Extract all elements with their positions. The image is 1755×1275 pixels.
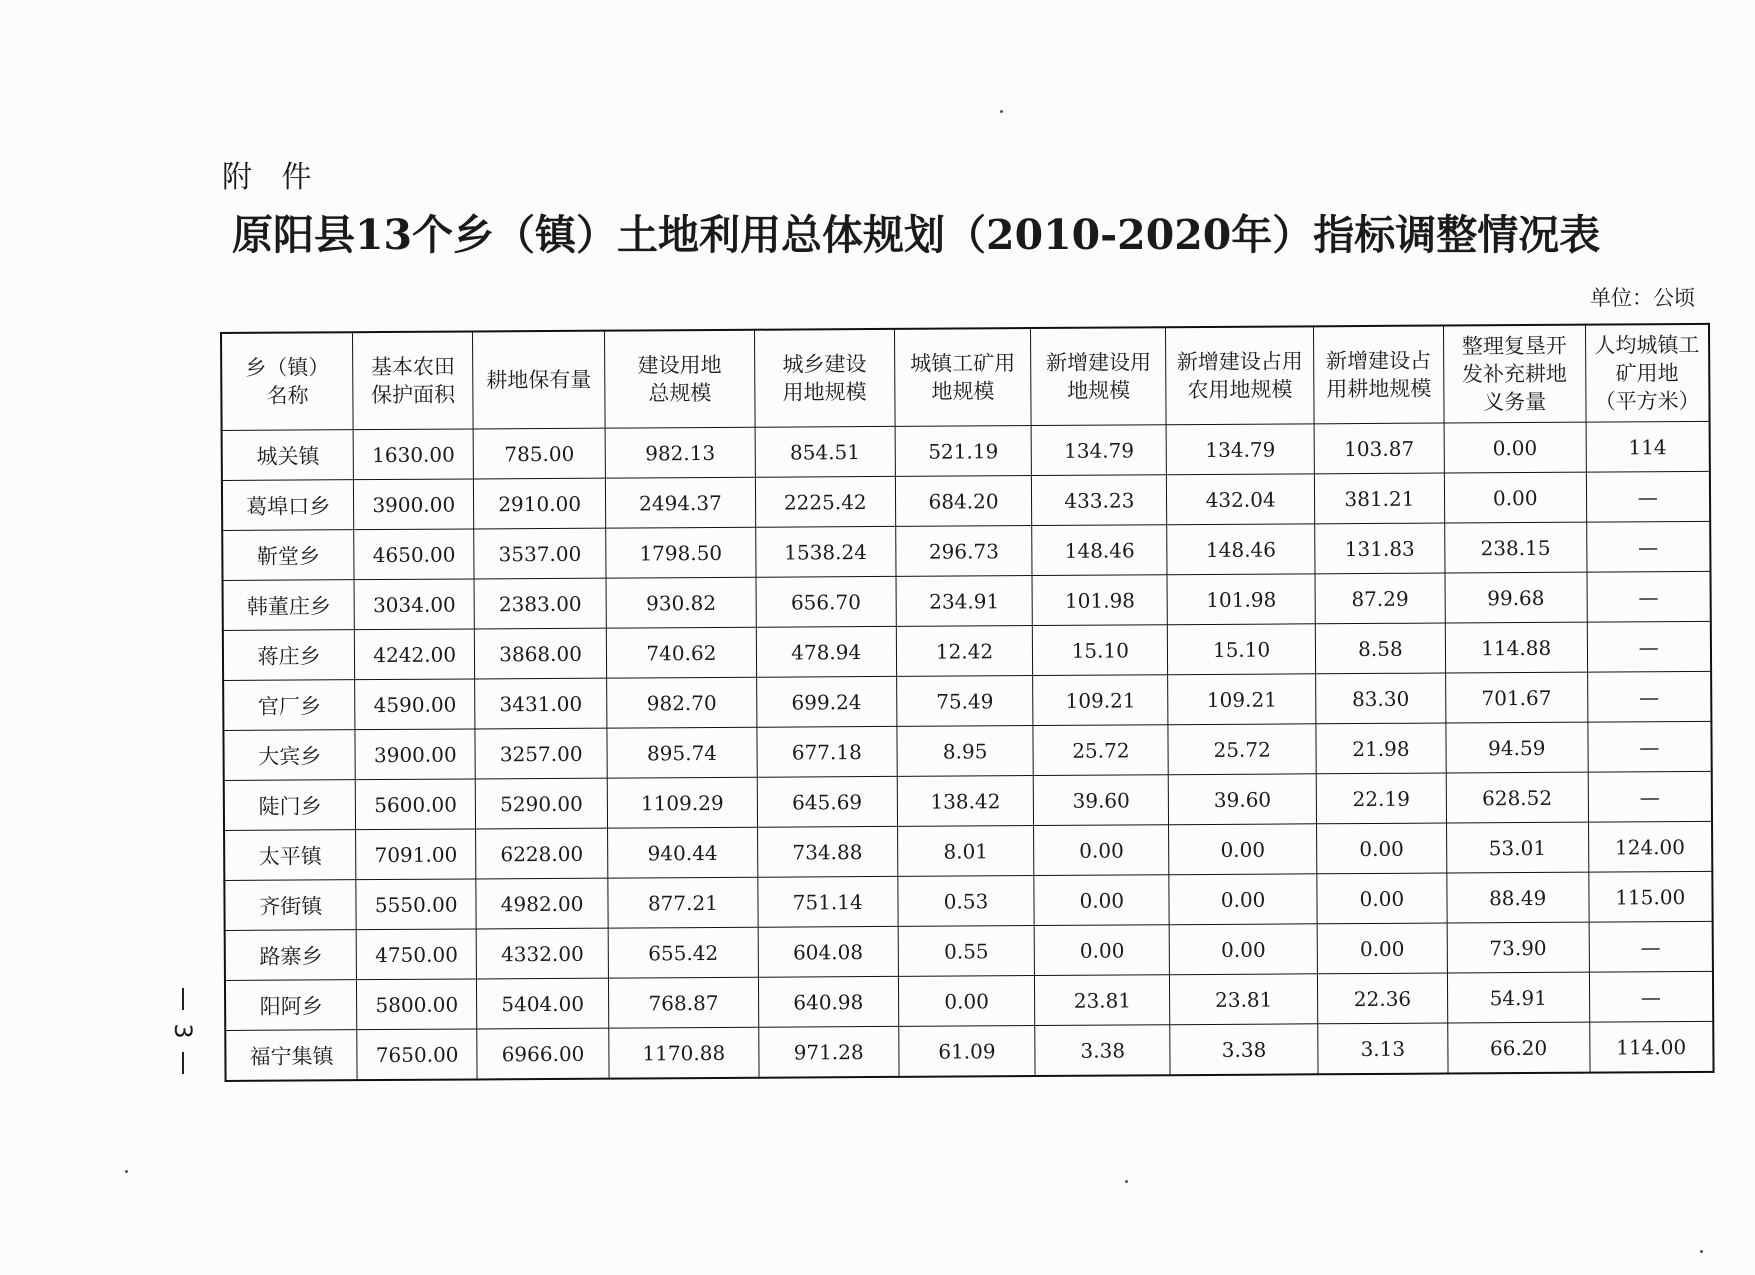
value-cell: 114.88: [1445, 622, 1587, 673]
value-cell: 87.29: [1315, 573, 1445, 624]
column-header-line: 耕地保有量: [486, 367, 592, 393]
value-cell: 0.00: [1317, 873, 1447, 924]
value-cell: 4332.00: [476, 928, 608, 979]
value-cell: 39.60: [1168, 774, 1316, 825]
value-cell: 296.73: [895, 526, 1032, 577]
value-cell: 3.38: [1035, 1025, 1170, 1076]
value-cell: 8.01: [897, 826, 1034, 877]
value-cell: 1109.29: [607, 777, 757, 828]
table-row: [223, 621, 1711, 680]
town-name-cell: 城关镇: [222, 430, 354, 481]
value-cell: 677.18: [757, 726, 897, 777]
value-cell: 3.38: [1170, 1024, 1318, 1075]
value-cell: 134.79: [1032, 425, 1167, 476]
table-row: [222, 471, 1710, 530]
value-cell: 6966.00: [477, 1028, 609, 1079]
document-title: 原阳县13个乡（镇）土地利用总体规划（2010-2020年）指标调整情况表: [232, 211, 1601, 259]
value-cell: 1630.00: [353, 429, 473, 480]
unit-label: 单位：公顷: [1590, 286, 1695, 310]
value-cell: 785.00: [473, 428, 605, 479]
value-cell: 3034.00: [354, 579, 474, 630]
value-cell: 4982.00: [476, 878, 608, 929]
value-cell: 656.70: [756, 576, 896, 627]
value-cell: 7650.00: [357, 1029, 477, 1080]
scan-speck: [1125, 1180, 1128, 1183]
value-cell: 83.30: [1316, 673, 1446, 724]
value-cell: 0.00: [1169, 874, 1317, 925]
value-cell: 148.46: [1167, 524, 1315, 575]
value-cell: 684.20: [895, 476, 1032, 527]
value-cell: 22.19: [1316, 773, 1446, 824]
value-cell: 94.59: [1446, 722, 1588, 773]
value-cell: 7091.00: [356, 829, 476, 880]
value-cell: 103.87: [1314, 423, 1444, 474]
column-header-line: 义务量: [1483, 389, 1547, 415]
value-cell: 124.00: [1588, 821, 1712, 872]
column-header-line: 总规模: [648, 381, 712, 406]
column-header: [353, 331, 473, 429]
value-cell: 138.42: [897, 776, 1034, 827]
value-cell: 0.00: [1444, 422, 1586, 473]
column-header-line: 地规模: [1067, 378, 1131, 403]
town-name-cell: 阳阿乡: [225, 980, 357, 1031]
column-header-line: 新增建设占: [1326, 348, 1432, 374]
value-cell: 23.81: [1035, 975, 1170, 1026]
value-cell: 2494.37: [605, 477, 755, 528]
page-number: [168, 988, 198, 1074]
value-cell: 23.81: [1170, 974, 1318, 1025]
value-cell: 740.62: [606, 627, 756, 678]
value-cell: 3900.00: [355, 729, 475, 780]
value-cell: 134.79: [1166, 424, 1314, 475]
value-cell: 971.28: [759, 1026, 899, 1077]
value-cell: 5404.00: [477, 978, 609, 1029]
value-cell: 521.19: [895, 426, 1032, 477]
value-cell: 6228.00: [476, 828, 608, 879]
value-cell: 73.90: [1447, 922, 1589, 973]
value-cell: 895.74: [607, 727, 757, 778]
column-header-line: 用地规模: [782, 380, 867, 405]
value-cell: 628.52: [1446, 772, 1588, 823]
value-cell: 54.91: [1447, 972, 1589, 1023]
value-cell: 478.94: [756, 626, 896, 677]
value-cell: 39.60: [1034, 775, 1169, 826]
column-header-line: 乡（镇）: [245, 355, 330, 380]
value-cell: 234.91: [896, 576, 1033, 627]
column-header-line: 保护面积: [371, 382, 456, 408]
value-cell: 0.00: [898, 976, 1035, 1027]
value-cell: —: [1589, 921, 1713, 972]
value-cell: 0.00: [1169, 924, 1317, 975]
value-cell: —: [1586, 471, 1710, 522]
table-row: [223, 571, 1711, 630]
value-cell: —: [1588, 771, 1712, 822]
value-cell: 4750.00: [356, 929, 476, 980]
column-header-line: 矿用地: [1615, 361, 1679, 386]
page-number-dash: [182, 988, 184, 1010]
page-number-value: 3: [169, 1023, 197, 1039]
value-cell: 101.98: [1167, 574, 1315, 625]
value-cell: 238.15: [1445, 522, 1587, 573]
column-header: [1443, 325, 1585, 423]
value-cell: 877.21: [608, 877, 758, 928]
value-cell: 982.70: [607, 677, 757, 728]
value-cell: 88.49: [1447, 872, 1589, 923]
value-cell: 8.58: [1315, 623, 1445, 674]
value-cell: —: [1586, 521, 1710, 572]
value-cell: 25.72: [1168, 724, 1316, 775]
town-name-cell: 靳堂乡: [222, 530, 354, 581]
indicator-table: [220, 323, 1715, 1082]
value-cell: 3257.00: [475, 728, 607, 779]
value-cell: 4650.00: [354, 529, 474, 580]
value-cell: 4590.00: [355, 679, 475, 730]
value-cell: 0.00: [1317, 823, 1447, 874]
value-cell: 22.36: [1317, 973, 1447, 1024]
column-header-line: 名称: [266, 383, 309, 408]
value-cell: 12.42: [896, 626, 1033, 677]
value-cell: —: [1588, 721, 1712, 772]
value-cell: 645.69: [757, 776, 897, 827]
table-row: [223, 721, 1711, 780]
column-header-line: 城镇工矿用: [910, 351, 1016, 376]
column-header-line: 整理复垦开: [1461, 333, 1567, 359]
table-row: [224, 821, 1712, 880]
value-cell: 0.00: [1035, 925, 1170, 976]
value-cell: 1538.24: [756, 526, 896, 577]
town-name-cell: 福宁集镇: [225, 1030, 357, 1081]
value-cell: 61.09: [898, 1026, 1035, 1077]
value-cell: 381.21: [1314, 473, 1444, 524]
column-header: [1166, 326, 1314, 424]
value-cell: 109.21: [1033, 675, 1168, 726]
town-name-cell: 陡门乡: [224, 780, 356, 831]
value-cell: 5800.00: [357, 979, 477, 1030]
value-cell: 114: [1586, 421, 1710, 472]
value-cell: 2225.42: [755, 476, 895, 527]
table-row: [224, 871, 1712, 930]
value-cell: 433.23: [1032, 475, 1167, 526]
column-header-line: 新增建设用: [1045, 350, 1152, 375]
value-cell: 5550.00: [356, 879, 476, 930]
value-cell: 8.95: [897, 726, 1034, 777]
value-cell: 115.00: [1588, 871, 1712, 922]
value-cell: 131.83: [1315, 523, 1445, 574]
table-row: [225, 971, 1713, 1030]
column-header: [1031, 327, 1166, 425]
table-body: [222, 421, 1714, 1081]
value-cell: 751.14: [758, 876, 898, 927]
value-cell: 0.00: [1169, 824, 1317, 875]
value-cell: 99.68: [1445, 572, 1587, 623]
value-cell: 21.98: [1316, 723, 1446, 774]
page-number-dash: [182, 1052, 184, 1074]
table-row: [223, 671, 1711, 730]
value-cell: 15.10: [1168, 624, 1316, 675]
value-cell: 114.00: [1589, 1021, 1713, 1072]
table-row: [224, 771, 1712, 830]
value-cell: 699.24: [756, 676, 896, 727]
column-header: [754, 329, 894, 427]
value-cell: —: [1589, 971, 1713, 1022]
value-cell: —: [1587, 671, 1711, 722]
value-cell: 109.21: [1168, 674, 1316, 725]
town-name-cell: 葛埠口乡: [222, 480, 354, 531]
value-cell: 0.00: [1444, 472, 1586, 523]
value-cell: —: [1587, 621, 1711, 672]
value-cell: 3431.00: [475, 678, 607, 729]
attachment-label: 附 件: [222, 160, 322, 195]
column-header: [1585, 324, 1709, 422]
column-header: [605, 330, 755, 428]
scan-speck: [1000, 110, 1003, 113]
value-cell: 15.10: [1033, 625, 1168, 676]
table-row: [225, 1021, 1713, 1081]
value-cell: 0.55: [898, 926, 1035, 977]
value-cell: 701.67: [1445, 672, 1587, 723]
column-header-line: 用耕地规模: [1326, 376, 1432, 402]
scan-speck: [1700, 1250, 1703, 1253]
value-cell: 768.87: [608, 977, 758, 1028]
value-cell: 5290.00: [475, 778, 607, 829]
column-header-line: 农用地规模: [1187, 377, 1293, 403]
town-name-cell: 路寨乡: [225, 930, 357, 981]
town-name-cell: 太平镇: [224, 830, 356, 881]
table-row: [225, 921, 1713, 980]
column-header-line: 建设用地: [637, 352, 722, 378]
column-header-line: （平方米）: [1594, 388, 1700, 414]
value-cell: 0.00: [1317, 923, 1447, 974]
scan-speck: [125, 1170, 128, 1173]
value-cell: 982.13: [605, 427, 755, 478]
value-cell: 2383.00: [474, 578, 606, 629]
value-cell: 940.44: [608, 827, 758, 878]
value-cell: 4242.00: [355, 629, 475, 680]
value-cell: 1798.50: [606, 527, 756, 578]
value-cell: 734.88: [757, 826, 897, 877]
value-cell: 53.01: [1446, 822, 1588, 873]
column-header-line: 发补充耕地: [1461, 361, 1568, 387]
column-header-line: 新增建设占用: [1176, 349, 1303, 375]
table-header-row: [221, 324, 1710, 431]
column-header: [1313, 326, 1443, 424]
column-header-line: 基本农田: [370, 354, 456, 380]
town-name-cell: 齐街镇: [224, 880, 356, 931]
town-name-cell: 官厂乡: [223, 680, 355, 731]
value-cell: 2910.00: [474, 478, 606, 529]
value-cell: 604.08: [758, 926, 898, 977]
table-row: [222, 421, 1710, 480]
value-cell: 640.98: [758, 976, 898, 1027]
value-cell: 3.13: [1318, 1023, 1448, 1074]
value-cell: 1170.88: [609, 1027, 759, 1078]
column-header-line: 人均城镇工: [1594, 332, 1700, 358]
value-cell: 930.82: [606, 577, 756, 628]
value-cell: 75.49: [896, 676, 1033, 727]
value-cell: 655.42: [608, 927, 758, 978]
column-header-line: 地规模: [931, 379, 995, 404]
column-header: [894, 328, 1031, 426]
value-cell: 25.72: [1033, 725, 1168, 776]
value-cell: 0.53: [897, 876, 1034, 927]
value-cell: 0.00: [1034, 825, 1169, 876]
value-cell: 854.51: [755, 426, 895, 477]
value-cell: 3900.00: [354, 479, 474, 530]
column-header: [473, 331, 605, 429]
value-cell: 3868.00: [474, 628, 606, 679]
value-cell: 432.04: [1167, 474, 1315, 525]
town-name-cell: 大宾乡: [223, 730, 355, 781]
value-cell: 0.00: [1034, 875, 1169, 926]
table-row: [222, 521, 1710, 580]
value-cell: —: [1587, 571, 1711, 622]
value-cell: 148.46: [1032, 525, 1167, 576]
value-cell: 66.20: [1448, 1022, 1590, 1073]
value-cell: 5600.00: [356, 779, 476, 830]
column-header-line: 城乡建设: [782, 352, 867, 377]
town-name-cell: 蒋庄乡: [223, 630, 355, 681]
column-header: [221, 332, 353, 430]
value-cell: 101.98: [1032, 575, 1167, 626]
value-cell: 3537.00: [474, 528, 606, 579]
town-name-cell: 韩董庄乡: [223, 580, 355, 631]
